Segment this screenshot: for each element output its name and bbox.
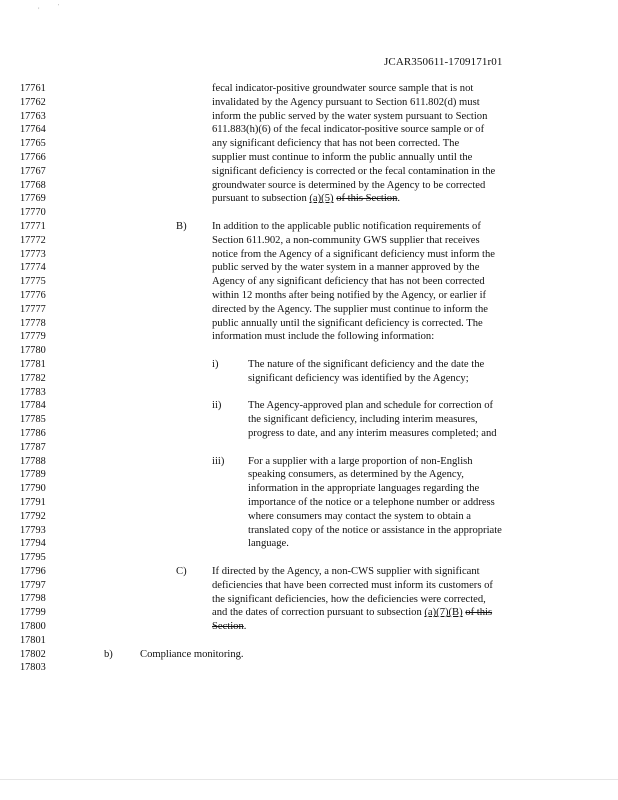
page-bottom-rule (0, 779, 618, 780)
item-i-line: significant deficiency was identified by the Agency; (248, 372, 469, 384)
line-number: 17790 (20, 483, 46, 495)
line-number: 17793 (20, 524, 46, 536)
para-B-line: Agency of any significant deficiency that has not been corrected (212, 276, 485, 288)
line-number: 17763 (20, 110, 46, 122)
line-number: 17794 (20, 538, 46, 550)
line-number: 17770 (20, 207, 46, 219)
line-number: 17791 (20, 496, 46, 508)
line-number: 17777 (20, 303, 46, 315)
item-i-line: The nature of the significant deficiency and the date the (248, 359, 485, 370)
item-iii-line: speaking consumers, as determined by the Agency, (248, 469, 464, 481)
line-number: 17780 (20, 345, 46, 357)
line-number: 17792 (20, 510, 46, 522)
para-C-line-4 (212, 606, 492, 620)
para-a5-line: invalidated by the Agency pursuant to Section 611.802(d) must (212, 96, 480, 108)
para-B-line: In addition to the applicable public notification requirements of (212, 221, 481, 232)
line-number: 17803 (20, 662, 46, 674)
item-iii-line: where consumers may contact the system to obtain a (248, 510, 471, 522)
line-number: 17797 (20, 579, 46, 591)
para-label-B: B) (176, 221, 187, 232)
item-iii-line: language. (248, 538, 289, 550)
para-B-line: information must include the following information: (212, 331, 435, 343)
item-iii-line: For a supplier with a large proportion of non-English (248, 455, 473, 467)
para-C-line: the significant deficiencies, how the deficiencies were corrected, (212, 593, 486, 605)
line-number: 17802 (20, 648, 46, 660)
line-number: 17783 (20, 386, 46, 398)
para-a5-last-line (212, 192, 400, 206)
line-number: 17778 (20, 317, 46, 329)
para-C-line: deficiencies that have been corrected must inform its customers of (212, 579, 493, 591)
item-ii-line: The Agency-approved plan and schedule for correction of (248, 400, 494, 412)
line-number: 17776 (20, 289, 46, 301)
struck-text: of this Section (336, 193, 398, 205)
para-a5-line: 611.883(h)(6) of the fecal indicator-positive source sample or of (212, 124, 485, 136)
line-number: 17788 (20, 455, 46, 467)
para-C-line-5 (212, 620, 246, 634)
para-a5-line: supplier must continue to inform the public annually until the (212, 152, 473, 163)
line-number: 17787 (20, 441, 46, 453)
para-a5-line: any significant deficiency that has not been corrected. The (212, 138, 460, 150)
subsection-label-b: b) (104, 648, 113, 660)
scan-mark-left: , (38, 4, 40, 10)
struck-text: of this (465, 607, 493, 619)
line-number: 17768 (20, 179, 46, 191)
line-number: 17800 (20, 621, 46, 633)
para-B-line: within 12 months after being notified by the Agency, or earlier if (212, 290, 487, 301)
line-number: 17773 (20, 248, 46, 260)
struck-text: Section (212, 621, 244, 633)
line-number: 17798 (20, 593, 46, 605)
item-ii-line: progress to date, and any interim measures completed; and (248, 428, 497, 439)
item-label-ii: ii) (212, 400, 222, 412)
item-ii-line: the significant deficiency, including interim measures, (248, 414, 478, 426)
para-a5-line: groundwater source is determined by the Agency to be corrected (212, 179, 486, 191)
line-number: 17775 (20, 276, 46, 288)
line-number-column (20, 82, 46, 675)
line-number: 17801 (20, 634, 46, 646)
para-a5-line: inform the public served by the water system pursuant to Section (212, 110, 488, 122)
line-number: 17785 (20, 414, 46, 426)
inserted-text: (a)(7)(B) (424, 607, 463, 619)
para-C-line: If directed by the Agency, a non-CWS supplier with significant (212, 566, 480, 577)
item-iii-line: information in the appropriate languages regarding the (248, 483, 480, 495)
line-number: 17765 (20, 138, 46, 150)
item-iii-line: importance of the notice or a telephone number or address (248, 497, 495, 508)
item-iii-line: translated copy of the notice or assistance in the appropriate (248, 524, 502, 536)
item-label-iii: iii) (212, 455, 225, 467)
para-a5-line: fecal indicator-positive groundwater source sample that is not (212, 83, 474, 94)
line-number: 17772 (20, 234, 46, 246)
text-run: . (397, 193, 401, 205)
line-number: 17774 (20, 262, 46, 274)
para-B-line: public served by the water system in a manner approved by the (212, 262, 480, 274)
para-label-C: C) (176, 566, 187, 577)
line-number: 17767 (20, 165, 46, 177)
item-label-i: i) (212, 359, 219, 370)
para-B-line: notice from the Agency of a significant deficiency must inform the (212, 248, 495, 260)
line-number: 17771 (20, 220, 46, 232)
scan-mark-right: ' (58, 4, 60, 10)
line-number: 17786 (20, 427, 46, 439)
line-number: 17799 (20, 607, 46, 619)
inserted-text: (a)(5) (309, 193, 334, 205)
text-run: . (243, 621, 247, 633)
para-B-line: directed by the Agency. The supplier must continue to inform the (212, 303, 488, 315)
text-run: pursuant to subsection (212, 193, 310, 205)
line-number: 17764 (20, 124, 46, 136)
line-number: 17789 (20, 469, 46, 481)
line-number: 17779 (20, 331, 46, 343)
line-number: 17761 (20, 83, 46, 94)
subsection-heading: Compliance monitoring. (140, 648, 244, 660)
line-number: 17795 (20, 552, 46, 564)
para-B-line: Section 611.902, a non-community GWS supplier that receives (212, 234, 480, 246)
line-number: 17796 (20, 565, 46, 577)
line-number: 17784 (20, 400, 46, 412)
line-number: 17762 (20, 96, 46, 108)
line-number: 17769 (20, 193, 46, 205)
line-number: 17781 (20, 358, 46, 370)
line-number: 17782 (20, 372, 46, 384)
document-id: JCAR350611-1709171r01 (384, 56, 503, 68)
text-run: and the dates of correction pursuant to subsection (212, 607, 425, 619)
line-number: 17766 (20, 151, 46, 163)
para-B-line: public annually until the significant deficiency is corrected. The (212, 317, 483, 329)
para-a5-line: significant deficiency is corrected or the fecal contamination in the (212, 165, 496, 177)
